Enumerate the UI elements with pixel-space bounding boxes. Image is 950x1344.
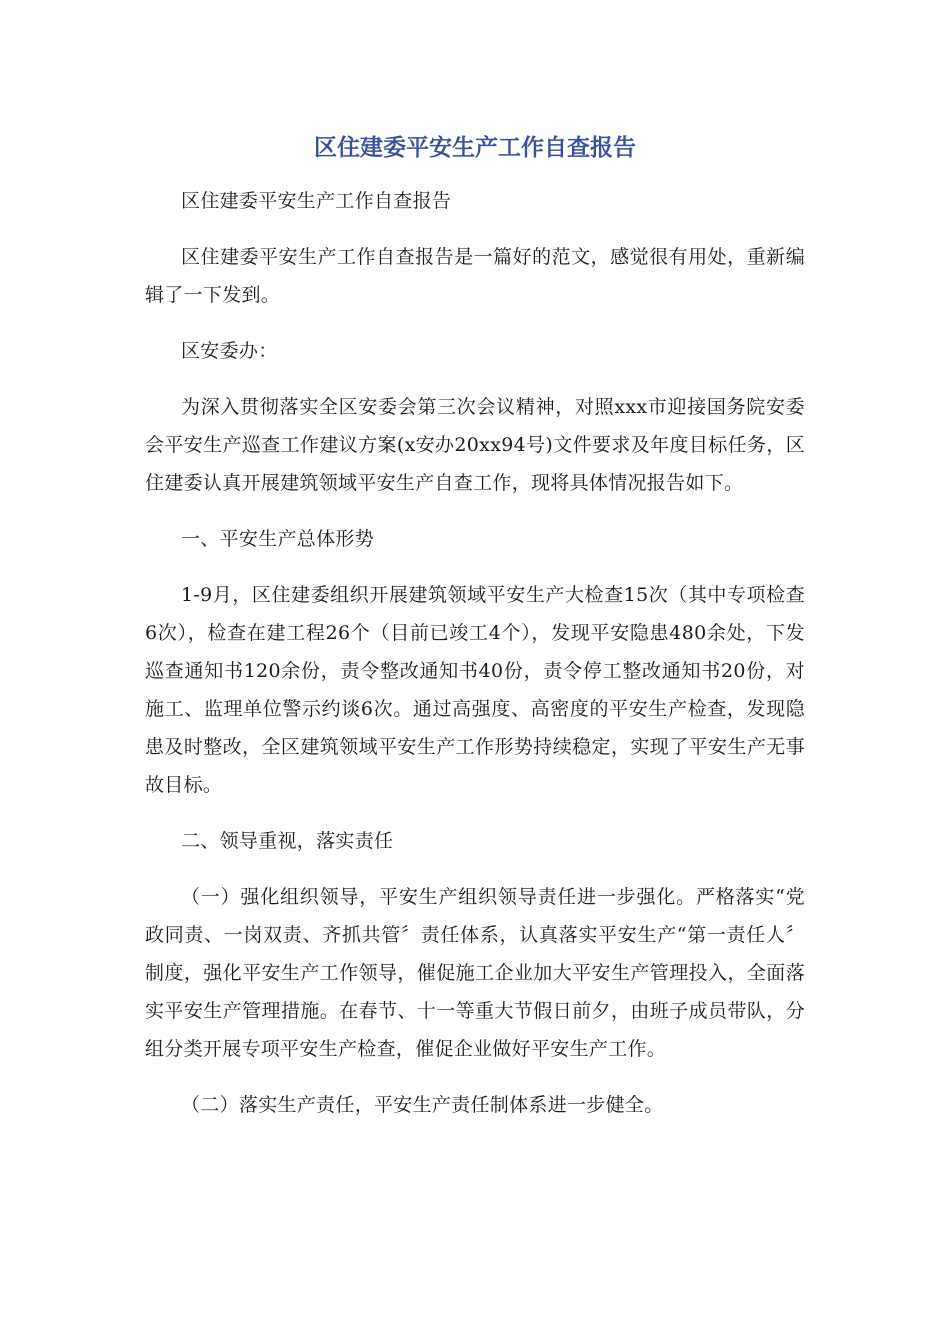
paragraph-leadership: （一）强化组织领导，平安生产组织领导责任进一步强化。严格落实“党政同责、一岗双责、齐抓共管〞责任体系，认真落实平安生产“第一责任人〞制度，强化平安生产工作领导，催促施工企业加大平安生产管理投入，全面落实平安生产管理措施。在春节、十一等重大节假日前夕，由班子成员带队，分组分类开展专项平安生产检查，催促企业做好平安生产工作。 xyxy=(145,886,805,1060)
paragraph-responsibility: （二）落实生产责任，平安生产责任制体系进一步健全。 xyxy=(181,1094,664,1116)
paragraph-preamble: 为深入贯彻落实全区安委会第三次会议精神，对照xxx市迎接国务院安委会平安生产巡查工作建议方案(x安办20xx94号)文件要求及年度目标任务，区住建委认真开展建筑领域平安生产自查工作，现将具体情况报告如下。 xyxy=(145,396,805,494)
paragraph-situation: 1-9月，区住建委组织开展建筑领域平安生产大检查15次（其中专项检查6次），检查在建工程26个（目前已竣工4个），发现平安隐患480余处，下发巡查通知书120余份，责令整改通知书40份，责令停工整改通知书20份，对施工、监理单位警示约谈6次。通过高强度、高密度的平安生产检查，发现隐患及时整改，全区建筑领域平安生产工作形势持续稳定，实现了平安生产无事故目标。 xyxy=(145,584,805,796)
paragraph-addressee: 区安委办： xyxy=(181,340,278,362)
section-heading-1: 一、平安生产总体形势 xyxy=(181,528,375,550)
paragraph-intro: 区住建委平安生产工作自查报告是一篇好的范文，感觉很有用处，重新编辑了一下发到。 xyxy=(145,246,805,306)
document-body xyxy=(145,182,805,1142)
document-title: 区住建委平安生产工作自查报告 xyxy=(314,134,636,161)
paragraph-subtitle: 区住建委平安生产工作自查报告 xyxy=(181,190,452,212)
section-heading-2: 二、领导重视，落实责任 xyxy=(181,830,394,852)
